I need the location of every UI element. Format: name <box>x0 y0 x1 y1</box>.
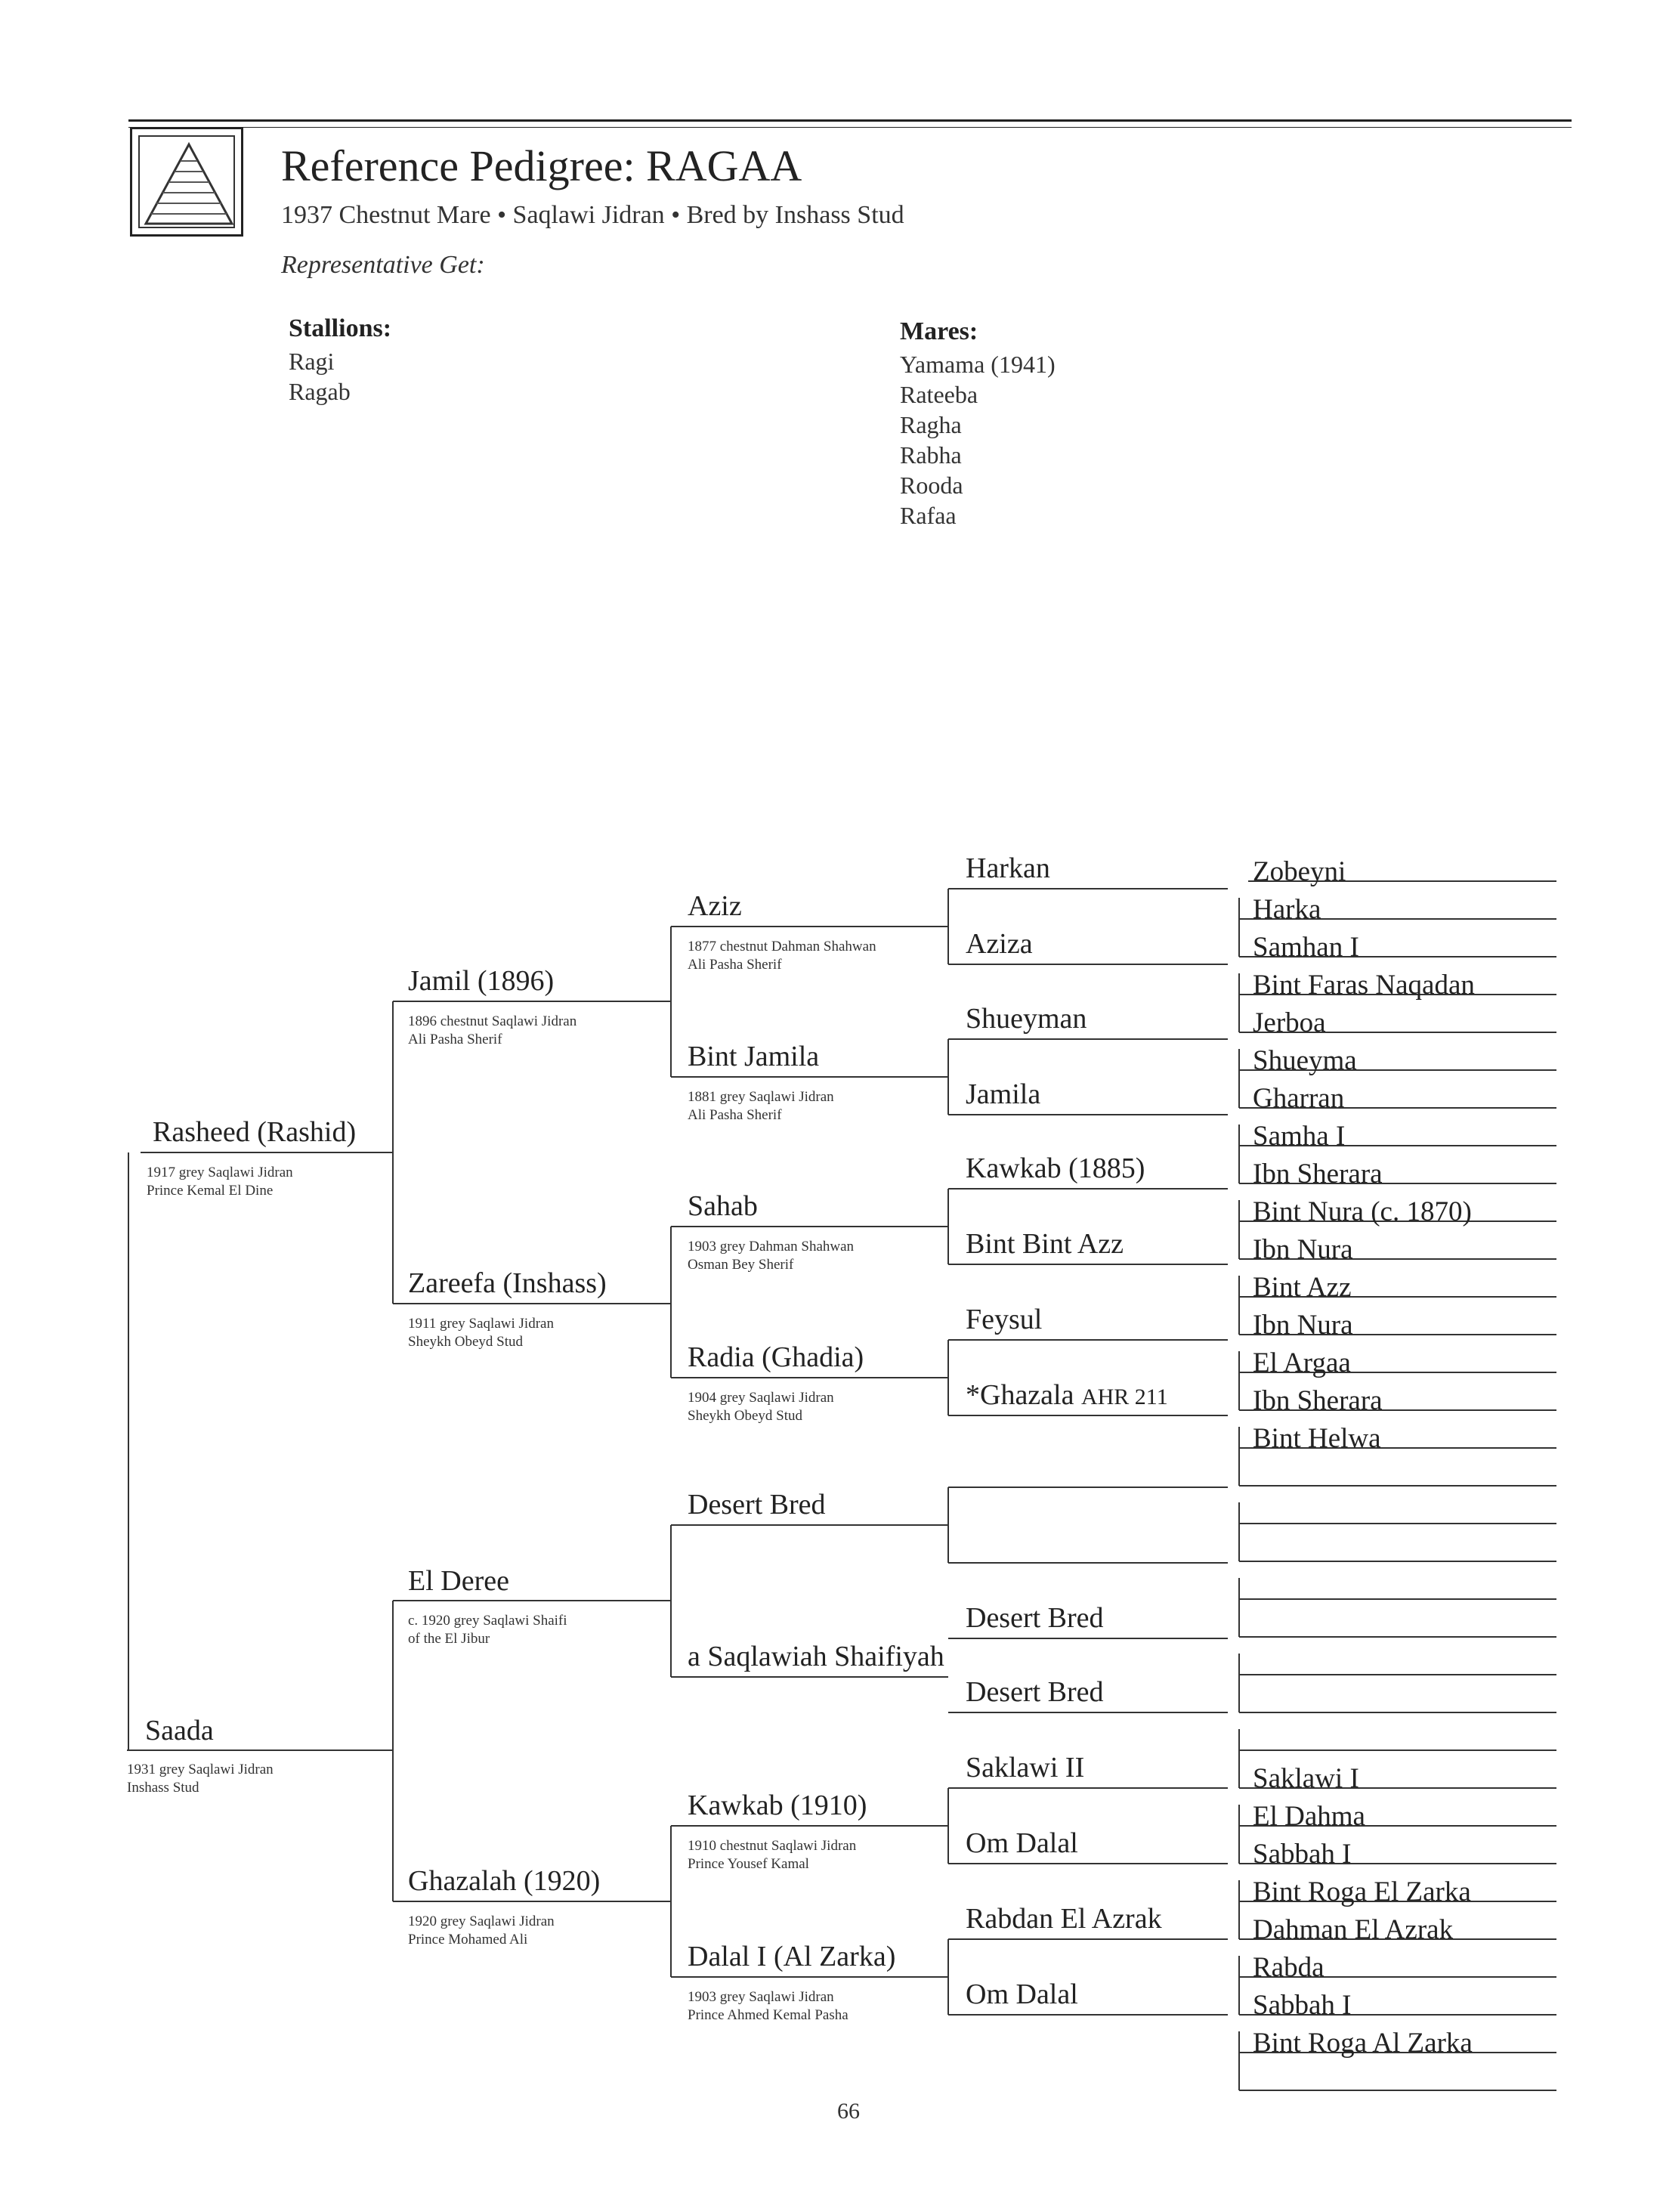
list-item: Ragi <box>289 348 335 375</box>
pedigree-gen4-name: Bint Bint Azz <box>966 1228 1124 1260</box>
detail-line: c. 1920 grey Saqlawi Shaifi <box>408 1613 567 1629</box>
detail-line: Prince Kemal El Dine <box>147 1183 274 1199</box>
pedigree-gen3-name: Dalal I (Al Zarka) <box>688 1941 896 1972</box>
stallions-heading: Stallions: <box>289 314 392 342</box>
pedigree-gen5-name: Gharran <box>1253 1083 1345 1114</box>
pedigree-gen3-details <box>688 1238 854 1274</box>
detail-line: 1931 grey Saqlawi Jidran <box>127 1762 274 1777</box>
detail-line: Inshass Stud <box>127 1780 199 1796</box>
pedigree-gen2-details <box>408 1913 555 1949</box>
pedigree-gen3-details <box>688 1389 834 1425</box>
list-item: Ragab <box>289 378 351 405</box>
pedigree-gen3-name: a Saqlawiah Shaifiyah <box>688 1641 944 1672</box>
detail-line: 1910 chestnut Saqlawi Jidran <box>688 1838 857 1854</box>
pedigree-gen2-name: El Deree <box>408 1565 509 1597</box>
pedigree-gen3-name: Sahab <box>688 1190 758 1222</box>
pedigree-gen4-name: Feysul <box>966 1304 1043 1335</box>
pedigree-gen5-name: Ibn Nura <box>1253 1234 1353 1265</box>
bullet: • <box>497 201 507 229</box>
detail-line: 1877 chestnut Dahman Shahwan <box>688 939 876 954</box>
pedigree-gen3-details <box>688 1837 856 1873</box>
pedigree-gen5-name: Bint Roga Al Zarka <box>1253 2028 1473 2059</box>
pedigree-gen4-name: Om Dalal <box>966 1827 1078 1859</box>
pedigree-gen5-name: Samha I <box>1253 1121 1346 1152</box>
pedigree-gen5-name: Bint Helwa <box>1253 1423 1381 1454</box>
pedigree-gen4-name: Om Dalal <box>966 1978 1078 2010</box>
pedigree-gen2-details <box>408 1013 576 1049</box>
pedigree-sire-name: Rasheed (Rashid) <box>153 1116 357 1148</box>
detail-line: Sheykh Obeyd Stud <box>408 1334 523 1350</box>
detail-line: 1903 grey Saqlawi Jidran <box>688 1989 834 2005</box>
pedigree-gen4-name: Jamila <box>966 1078 1041 1110</box>
detail-line: 1881 grey Saqlawi Jidran <box>688 1089 834 1105</box>
pedigree-gen4-name: Desert Bred <box>966 1676 1104 1708</box>
pedigree-gen3-details <box>688 1088 834 1125</box>
pedigree-gen4-name: Saklawi II <box>966 1752 1085 1784</box>
detail-line: Sheykh Obeyd Stud <box>688 1408 802 1424</box>
pedigree-gen5-name: Bint Roga El Zarka <box>1253 1876 1471 1907</box>
pedigree-gen5-name: Jerboa <box>1253 1007 1326 1038</box>
pedigree-gen4-name: Kawkab (1885) <box>966 1152 1145 1184</box>
pedigree-gen5-name: Zobeyni <box>1253 856 1346 887</box>
detail-line: Prince Yousef Kamal <box>688 1856 809 1872</box>
pedigree-gen3-name: Radia (Ghadia) <box>688 1341 864 1373</box>
pedigree-dam-details <box>127 1761 274 1797</box>
registry-note: AHR 211 <box>1080 1384 1168 1409</box>
list-item: Rabha <box>900 441 962 469</box>
detail-line: 1920 grey Saqlawi Jidran <box>408 1913 555 1929</box>
detail-line: Ali Pasha Sherif <box>688 957 782 973</box>
detail-line: Prince Ahmed Kemal Pasha <box>688 2007 849 2023</box>
list-item: Rafaa <box>900 502 957 529</box>
detail-line: Ali Pasha Sherif <box>688 1107 782 1123</box>
pedigree-gen5-name: Samhan I <box>1253 932 1359 963</box>
list-item: Rooda <box>900 472 963 499</box>
list-item: Yamama (1941) <box>900 351 1056 378</box>
detail-line: of the El Jibur <box>408 1631 490 1647</box>
list-item: Rateeba <box>900 381 978 408</box>
detail-line: Osman Bey Sherif <box>688 1257 794 1273</box>
subtitle-part: Saqlawi Jidran <box>512 201 665 229</box>
subtitle-part: 1937 Chestnut Mare <box>281 201 491 229</box>
detail-line: 1917 grey Saqlawi Jidran <box>147 1165 293 1180</box>
page-number: 66 <box>837 2099 860 2124</box>
pedigree-gen2-name: Jamil (1896) <box>408 965 555 997</box>
pedigree-gen3-details <box>688 938 876 974</box>
pedigree-gen4-name: Shueyman <box>966 1003 1087 1035</box>
pedigree-gen3-details <box>688 1988 849 2025</box>
pedigree-gen3-name: Kawkab (1910) <box>688 1790 867 1821</box>
pedigree-gen5-name: Dahman El Azrak <box>1253 1914 1454 1945</box>
pedigree-gen5-name: Shueyma <box>1253 1045 1357 1076</box>
pedigree-gen4-name: Desert Bred <box>966 1602 1104 1634</box>
pedigree-gen5-name: Saklawi I <box>1253 1763 1359 1794</box>
pedigree-gen3-name: Aziz <box>688 890 742 922</box>
pedigree-gen5-name: Ibn Nura <box>1253 1310 1353 1341</box>
pedigree-gen5-name: Bint Nura (c. 1870) <box>1253 1196 1472 1227</box>
pedigree-gen4-name: Aziza <box>966 928 1033 960</box>
detail-line: Ali Pasha Sherif <box>408 1032 502 1047</box>
pedigree-gen5-name: Rabda <box>1253 1952 1325 1983</box>
detail-line: 1896 chestnut Saqlawi Jidran <box>408 1013 577 1029</box>
subtitle-part: Bred by Inshass Stud <box>686 201 904 229</box>
pedigree-gen5-name: Sabbah I <box>1253 1990 1352 2021</box>
pedigree-dam-name: Saada <box>145 1715 214 1746</box>
pedigree-gen5-name: Harka <box>1253 894 1321 925</box>
pedigree-gen3-name: Bint Jamila <box>688 1041 820 1072</box>
pedigree-gen2-details <box>408 1612 567 1648</box>
pedigree-gen2-name: Ghazalah (1920) <box>408 1865 601 1897</box>
pedigree-gen5-name: Bint Azz <box>1253 1272 1352 1303</box>
pedigree-gen5-name: Ibn Sherara <box>1253 1385 1383 1416</box>
bullet: • <box>671 201 681 229</box>
list-item: Ragha <box>900 411 962 438</box>
pedigree-gen5-name: El Dahma <box>1253 1801 1365 1832</box>
representative-get-label: Representative Get: <box>281 251 485 279</box>
pedigree-gen4-name <box>966 1378 1168 1412</box>
pedigree-gen4-name: Rabdan El Azrak <box>966 1903 1162 1935</box>
detail-line: Prince Mohamed Ali <box>408 1932 528 1947</box>
pedigree-gen4-name: Harkan <box>966 852 1050 884</box>
pedigree-gen2-details <box>408 1315 554 1351</box>
pedigree-gen5-name: Ibn Sherara <box>1253 1159 1383 1190</box>
pedigree-sire-details <box>147 1164 293 1200</box>
pedigree-gen2-name: Zareefa (Inshass) <box>408 1267 607 1299</box>
pedigree-gen5-name: El Argaa <box>1253 1347 1351 1378</box>
page-title: Reference Pedigree: RAGAA <box>281 141 802 190</box>
pedigree-gen5-name: Bint Faras Naqadan <box>1253 970 1475 1001</box>
detail-line: 1904 grey Saqlawi Jidran <box>688 1390 834 1406</box>
mares-heading: Mares: <box>900 317 978 345</box>
horse-name: *Ghazala <box>966 1379 1074 1411</box>
pedigree-gen3-name: Desert Bred <box>688 1489 826 1521</box>
detail-line: 1903 grey Dahman Shahwan <box>688 1239 855 1254</box>
detail-line: 1911 grey Saqlawi Jidran <box>408 1316 554 1332</box>
pedigree-gen5-name: Sabbah I <box>1253 1839 1352 1870</box>
